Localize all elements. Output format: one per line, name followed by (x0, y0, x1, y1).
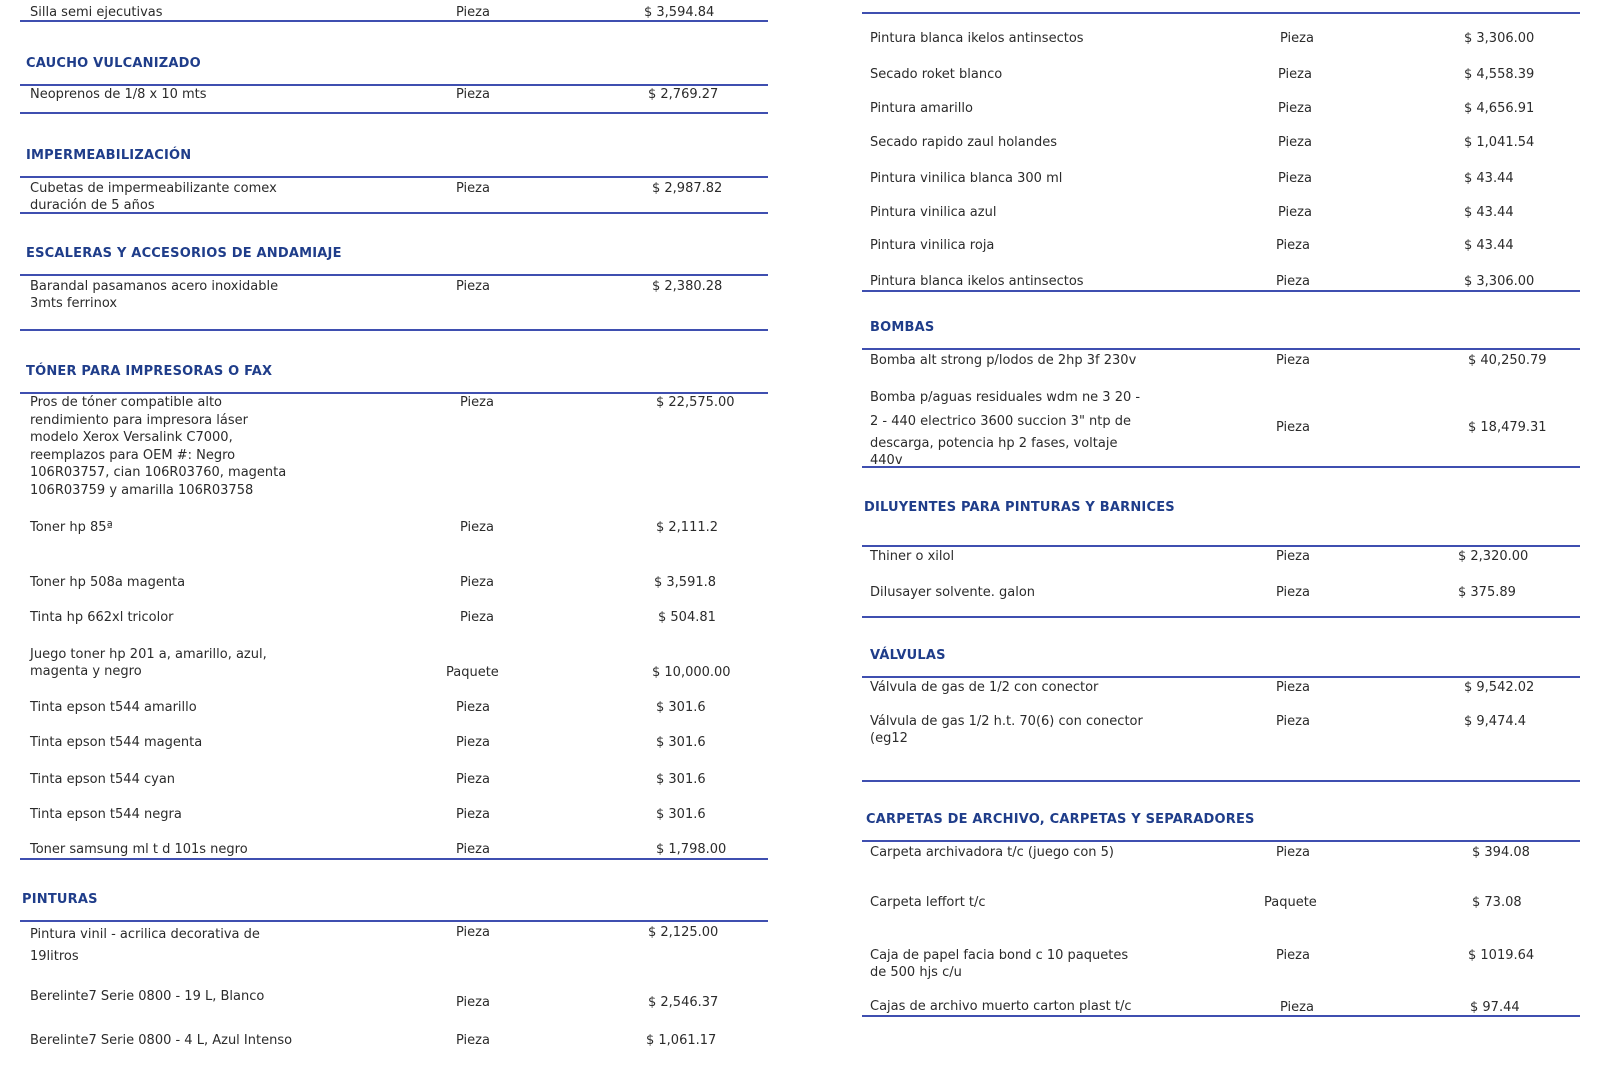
item-price: $ 1019.64 (1468, 948, 1535, 963)
item-price: $ 43.44 (1464, 205, 1514, 220)
item-description-line: 2 - 440 electrico 3600 succion 3" ntp de (870, 414, 1132, 429)
item-price: $ 3,306.00 (1464, 31, 1535, 46)
item-description: Cubetas de impermeabilizante comex duración de 5 años (30, 181, 277, 213)
item-unit: Pieza (1276, 353, 1310, 368)
item-description: Toner samsung ml t d 101s negro (30, 842, 248, 857)
item-description-line2: 19litros (30, 949, 79, 964)
row-divider (862, 616, 1580, 618)
item-unit: Pieza (1276, 680, 1310, 695)
item-price: $ 375.89 (1458, 585, 1516, 600)
item-price: $ 301.6 (656, 807, 706, 822)
item-unit: Pieza (1280, 31, 1314, 46)
item-unit: Pieza (1276, 238, 1310, 253)
item-unit: Pieza (456, 181, 490, 196)
item-description: Juego toner hp 201 a, amarillo, azul, magenta y negro (30, 647, 267, 679)
item-price: $ 301.6 (656, 700, 706, 715)
row-divider (862, 780, 1580, 782)
item-unit: Pieza (456, 279, 490, 294)
item-price: $ 22,575.00 (656, 395, 735, 410)
row-divider (20, 858, 768, 860)
item-price: $ 301.6 (656, 772, 706, 787)
item-description: Tinta epson t544 cyan (30, 772, 176, 787)
item-description: Berelinte7 Serie 0800 - 19 L, Blanco (30, 989, 265, 1004)
row-divider (20, 212, 768, 214)
section-title-escaleras: ESCALERAS Y ACCESORIOS DE ANDAMIAJE (26, 246, 342, 261)
item-price: $ 301.6 (656, 735, 706, 750)
item-price: $ 1,798.00 (656, 842, 727, 857)
item-unit: Pieza (456, 735, 490, 750)
section-title-impermeabilizacion: IMPERMEABILIZACIÓN (26, 148, 192, 163)
item-description: Pintura blanca ikelos antinsectos (870, 274, 1084, 289)
section-title-pinturas: PINTURAS (22, 892, 98, 907)
item-price: $ 2,320.00 (1458, 549, 1529, 564)
item-description: Silla semi ejecutivas (30, 5, 163, 20)
item-price: $ 10,000.00 (652, 665, 731, 680)
item-unit: Pieza (1276, 274, 1310, 289)
item-price: $ 9,474.4 (1464, 714, 1527, 729)
item-unit: Pieza (460, 610, 494, 625)
item-price: $ 9,542.02 (1464, 680, 1535, 695)
row-divider (862, 466, 1580, 468)
item-description: Pintura vinilica blanca 300 ml (870, 171, 1063, 186)
item-description: Pintura blanca ikelos antinsectos (870, 31, 1084, 46)
section-divider (862, 12, 1580, 14)
item-price: $ 4,656.91 (1464, 101, 1535, 116)
row-divider (20, 20, 768, 22)
item-unit: Pieza (1276, 714, 1310, 729)
item-description: Berelinte7 Serie 0800 - 4 L, Azul Intenso (30, 1033, 293, 1048)
item-description: Pintura vinil - acrilica decorativa de (30, 927, 260, 942)
section-divider (862, 348, 1580, 350)
item-description-line: descarga, potencia hp 2 fases, voltaje (870, 436, 1118, 451)
item-unit: Pieza (456, 995, 490, 1010)
item-unit: Pieza (456, 807, 490, 822)
item-description: Neoprenos de 1/8 x 10 mts (30, 87, 207, 102)
item-description: Válvula de gas de 1/2 con conector (870, 680, 1099, 695)
item-description: Thiner o xilol (870, 549, 955, 564)
item-description: Tinta epson t544 negra (30, 807, 182, 822)
section-title-toner: TÓNER PARA IMPRESORAS O FAX (26, 364, 273, 379)
section-title-diluyentes: DILUYENTES PARA PINTURAS Y BARNICES (864, 500, 1175, 515)
item-description: Secado roket blanco (870, 67, 1003, 82)
item-unit: Pieza (1276, 549, 1310, 564)
item-unit: Pieza (460, 520, 494, 535)
item-unit: Pieza (1276, 420, 1310, 435)
item-unit: Pieza (1278, 67, 1312, 82)
item-unit: Pieza (456, 925, 490, 940)
item-description: Dilusayer solvente. galon (870, 585, 1036, 600)
section-title-carpetas: CARPETAS DE ARCHIVO, CARPETAS Y SEPARADORES (866, 812, 1255, 827)
item-unit: Paquete (1264, 895, 1317, 910)
item-price: $ 1,041.54 (1464, 135, 1535, 150)
item-price: $ 97.44 (1470, 1000, 1520, 1015)
item-unit: Pieza (456, 5, 490, 20)
item-price: $ 3,591.8 (654, 575, 717, 590)
item-description: Tinta epson t544 magenta (30, 735, 203, 750)
item-price: $ 504.81 (658, 610, 716, 625)
item-description: Cajas de archivo muerto carton plast t/c (870, 999, 1132, 1014)
item-price: $ 18,479.31 (1468, 420, 1547, 435)
item-unit: Pieza (456, 700, 490, 715)
section-divider (20, 920, 768, 922)
item-unit: Pieza (456, 772, 490, 787)
item-price: $ 43.44 (1464, 238, 1514, 253)
item-description: Tinta hp 662xl tricolor (30, 610, 174, 625)
item-description: Barandal pasamanos acero inoxidable 3mts ferrinox (30, 279, 279, 311)
item-price: $ 4,558.39 (1464, 67, 1535, 82)
section-divider (20, 274, 768, 276)
item-description-line: 440v (870, 453, 903, 468)
item-unit: Pieza (1276, 948, 1310, 963)
item-price: $ 2,380.28 (652, 279, 723, 294)
item-description: Pros de tóner compatible alto rendimiento para impresora láser modelo Xerox Versalink C7000, reemplazos para OEM #: Negro 106R03757, cian 106R03760, magenta 106R03759 y amarilla 106R03758 (30, 395, 287, 498)
row-divider (862, 1015, 1580, 1017)
row-divider (20, 112, 768, 114)
item-price: $ 2,125.00 (648, 925, 719, 940)
item-unit: Paquete (446, 665, 499, 680)
item-unit: Pieza (1278, 171, 1312, 186)
item-unit: Pieza (1276, 585, 1310, 600)
item-price: $ 40,250.79 (1468, 353, 1547, 368)
item-description: Carpeta archivadora t/c (juego con 5) (870, 845, 1114, 860)
row-divider (20, 329, 768, 331)
item-unit: Pieza (1280, 1000, 1314, 1015)
item-description: Pintura vinilica roja (870, 238, 995, 253)
section-title-caucho: CAUCHO VULCANIZADO (26, 56, 201, 71)
item-unit: Pieza (1278, 205, 1312, 220)
item-price: $ 3,306.00 (1464, 274, 1535, 289)
item-price: $ 73.08 (1472, 895, 1522, 910)
item-description: Tinta epson t544 amarillo (30, 700, 197, 715)
section-divider (20, 176, 768, 178)
item-price: $ 2,546.37 (648, 995, 719, 1010)
item-unit: Pieza (460, 395, 494, 410)
item-price: $ 43.44 (1464, 171, 1514, 186)
item-description: Carpeta leffort t/c (870, 895, 986, 910)
item-description: Toner hp 508a magenta (30, 575, 186, 590)
item-description: Secado rapido zaul holandes (870, 135, 1058, 150)
item-description: Pintura amarillo (870, 101, 973, 116)
item-price: $ 1,061.17 (646, 1033, 717, 1048)
item-unit: Pieza (456, 87, 490, 102)
section-title-valvulas: VÁLVULAS (870, 648, 946, 663)
section-title-bombas: BOMBAS (870, 320, 935, 335)
item-description: Bomba alt strong p/lodos de 2hp 3f 230v (870, 353, 1137, 368)
item-description-line: Bomba p/aguas residuales wdm ne 3 20 - (870, 390, 1141, 405)
item-description: Válvula de gas 1/2 h.t. 70(6) con conector (eg12 (870, 714, 1143, 746)
item-unit: Pieza (456, 1033, 490, 1048)
section-divider (862, 840, 1580, 842)
item-description: Toner hp 85ª (30, 520, 113, 535)
item-unit: Pieza (1276, 845, 1310, 860)
item-price: $ 2,769.27 (648, 87, 719, 102)
section-divider (862, 676, 1580, 678)
item-price: $ 2,987.82 (652, 181, 723, 196)
item-price: $ 394.08 (1472, 845, 1530, 860)
item-price: $ 2,111.2 (656, 520, 719, 535)
item-unit: Pieza (456, 842, 490, 857)
section-divider (862, 545, 1580, 547)
row-divider (862, 290, 1580, 292)
item-unit: Pieza (460, 575, 494, 590)
item-description: Caja de papel facia bond c 10 paquetes de 500 hjs c/u (870, 948, 1129, 980)
item-price: $ 3,594.84 (644, 5, 715, 20)
item-unit: Pieza (1278, 101, 1312, 116)
item-description: Pintura vinilica azul (870, 205, 997, 220)
item-unit: Pieza (1278, 135, 1312, 150)
